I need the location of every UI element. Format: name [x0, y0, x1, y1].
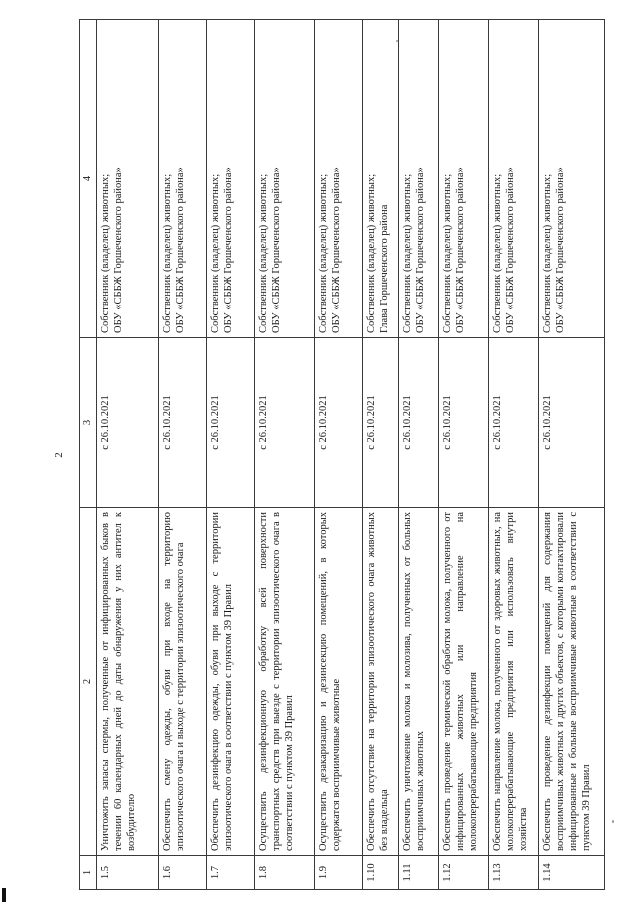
responsible-line-2: ОБУ «СББЖ Горшеченского района» [331, 167, 343, 333]
row-number: 1.12 [439, 856, 489, 890]
responsible-line-1: Собственник (владелец) животных; [210, 173, 221, 333]
responsible-line-1: Собственник (владелец) животных; [100, 173, 111, 333]
row-date: с 26.10.2021 [159, 338, 207, 508]
row-date: с 26.10.2021 [207, 338, 255, 508]
row-number: 1.5 [97, 856, 159, 890]
row-date: с 26.10.2021 [399, 338, 439, 508]
column-header-3: 3 [80, 338, 97, 508]
scan-speck [612, 820, 614, 823]
row-number: 1.13 [489, 856, 539, 890]
row-action: Обеспечить направление молока, полученного от здоровых животных, на молокоперерабатывающие предприятия или использовать внутри хозяйства [489, 508, 539, 856]
row-action: Обеспечить уничтожение молока и молозива, полученных от больных восприимчивых животных [399, 508, 439, 856]
row-number: 1.14 [539, 856, 605, 890]
table-row [255, 20, 315, 890]
row-responsible [207, 20, 255, 338]
row-number: 1.6 [159, 856, 207, 890]
responsible-line-1: Собственник (владелец) животных; [542, 173, 553, 333]
responsible-line-2: ОБУ «СББЖ Горшеченского района» [271, 167, 283, 333]
row-number: 1.9 [315, 856, 363, 890]
row-action: Осуществить дезинфекционную обработку всей поверхности транспортных средств при выезде с территории эпизоотического очага в соответствии с пунктом 39 Правил [255, 508, 315, 856]
row-responsible [97, 20, 159, 338]
responsible-line-2: ОБУ «СББЖ Горшеченского района» [175, 167, 187, 333]
row-action: Обеспечить проведение дезинфекции помещений для содержания восприимчивых животных и других объектов, с которыми контактировали инфицированные и больные восприимчивые животные в соответствии с пунктом 39 Правил [539, 508, 605, 856]
row-responsible [363, 20, 399, 338]
table-row [363, 20, 399, 890]
responsible-line-2: ОБУ «СББЖ Горшеченского района» [555, 167, 567, 333]
responsible-line-1: Собственник (владелец) животных; [162, 173, 173, 333]
row-date: с 26.10.2021 [97, 338, 159, 508]
responsible-line-2: ОБУ «СББЖ Горшеченского района» [113, 167, 125, 333]
responsible-line-2: ОБУ «СББЖ Горшеченского района» [415, 167, 427, 333]
table-row [315, 20, 363, 890]
table-row [207, 20, 255, 890]
row-responsible [159, 20, 207, 338]
row-action: Обеспечить отсутствие на территории эпизоотического очага животных без владельца [363, 508, 399, 856]
row-date: с 26.10.2021 [315, 338, 363, 508]
table-row [97, 20, 159, 890]
responsible-line-1: Собственник (владелец) животных; [402, 173, 413, 333]
column-header-4: 4 [80, 20, 97, 338]
responsible-line-2: ОБУ «СББЖ Горшеченского района» [223, 167, 235, 333]
row-number: 1.7 [207, 856, 255, 890]
column-number-row [80, 20, 97, 890]
row-date: с 26.10.2021 [539, 338, 605, 508]
row-responsible [439, 20, 489, 338]
row-action: Обеспечить смену одежды, обуви при входе на территорию эпизоотического очага и выходе с территории эпизоотического очага [159, 508, 207, 856]
rotated-document-sheet [35, 20, 610, 890]
responsible-line-2: Глава Горшеченского района [379, 204, 391, 333]
table-row [439, 20, 489, 890]
column-header-2: 2 [80, 508, 97, 856]
responsible-line-1: Собственник (владелец) животных; [318, 173, 329, 333]
row-action: Уничтожить запасы спермы, полученные от инфицированных быков в течении 60 календарных дней до даты обнаружения у них антител к возбудителю [97, 508, 159, 856]
table-row [159, 20, 207, 890]
scan-edge-mark [2, 888, 6, 902]
row-responsible [539, 20, 605, 338]
responsible-line-1: Собственник (владелец) животных; [492, 173, 503, 333]
row-action: Обеспечить дезинфекцию одежды, обуви при выходе с территории эпизоотического очага в соответствии с пунктом 39 Правил [207, 508, 255, 856]
measures-table [79, 19, 605, 890]
responsible-line-1: Собственник (владелец) животных; [258, 173, 269, 333]
row-number: 1.11 [399, 856, 439, 890]
column-header-1: 1 [80, 856, 97, 890]
row-number: 1.10 [363, 856, 399, 890]
row-date: с 26.10.2021 [489, 338, 539, 508]
responsible-line-2: ОБУ «СББЖ Горшеченского района» [505, 167, 517, 333]
table-row [489, 20, 539, 890]
row-action: Обеспечить проведение термической обработки молока, полученного от инфицированных животных или направление на молокоперерабатывающие предприятия [439, 508, 489, 856]
responsible-line-1: Собственник (владелец) животных; [442, 173, 453, 333]
table-row [399, 20, 439, 890]
row-number: 1.8 [255, 856, 315, 890]
row-action: Осуществить дезакаризацию и дезинсекцию помещений, в которых содержатся восприимчивые животные [315, 508, 363, 856]
page-number: 2 [53, 452, 65, 458]
row-date: с 26.10.2021 [363, 338, 399, 508]
row-date: с 26.10.2021 [439, 338, 489, 508]
row-responsible [255, 20, 315, 338]
row-responsible [315, 20, 363, 338]
row-responsible [399, 20, 439, 338]
responsible-line-2: ОБУ «СББЖ Горшеченского района» [455, 167, 467, 333]
row-date: с 26.10.2021 [255, 338, 315, 508]
row-responsible [489, 20, 539, 338]
table-row [539, 20, 605, 890]
responsible-line-1: Собственник (владелец) животных; [366, 173, 377, 333]
